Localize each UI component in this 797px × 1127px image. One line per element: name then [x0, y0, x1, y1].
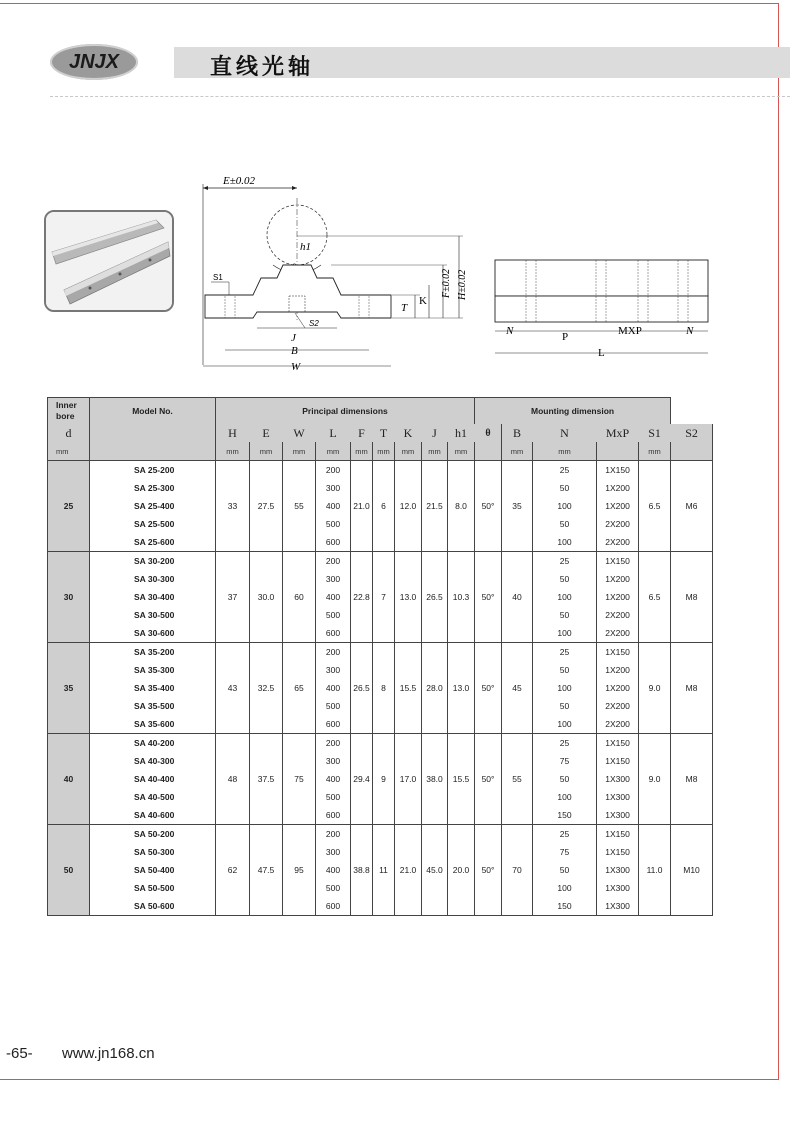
dim-l: 600: [316, 806, 351, 825]
header-model: Model No.: [90, 398, 216, 425]
dim-s1: 9.0: [639, 734, 671, 825]
dim-h1: 10.3: [448, 552, 475, 643]
page-title: 直线光轴: [210, 55, 315, 80]
dim-n: 25: [533, 461, 597, 480]
unit-cell: mm: [422, 442, 448, 461]
dim-f: 22.8: [351, 552, 373, 643]
model-cell: SA 35-400: [90, 679, 216, 697]
model-cell: SA 40-400: [90, 770, 216, 788]
dim-n: 25: [533, 643, 597, 662]
model-cell: SA 30-600: [90, 624, 216, 643]
dim-n: 150: [533, 806, 597, 825]
model-cell: SA 30-500: [90, 606, 216, 624]
model-cell: SA 25-200: [90, 461, 216, 480]
dim-l: 400: [316, 588, 351, 606]
symbol-l: L: [316, 424, 351, 442]
table-row: [48, 643, 713, 662]
dim-theta: 50°: [475, 825, 502, 916]
unit-cell: [597, 442, 639, 461]
dim-s1: 11.0: [639, 825, 671, 916]
label-l: L: [598, 347, 605, 359]
model-cell: SA 25-600: [90, 533, 216, 552]
label-n-right: N: [686, 325, 694, 337]
cross-section-drawing: [195, 170, 475, 375]
dim-l: 200: [316, 643, 351, 662]
dim-mxp: 1X150: [597, 825, 639, 844]
dim-l: 400: [316, 770, 351, 788]
dim-f: 38.8: [351, 825, 373, 916]
label-j: J: [291, 332, 296, 344]
spec-table: [47, 397, 713, 916]
unit-cell: mm: [448, 442, 475, 461]
dim-n: 50: [533, 861, 597, 879]
label-b: B: [291, 345, 298, 357]
dim-h1: 13.0: [448, 643, 475, 734]
dim-t: 11: [373, 825, 395, 916]
dim-e: 37.5: [250, 734, 283, 825]
dim-j: 45.0: [422, 825, 448, 916]
dim-l: 400: [316, 679, 351, 697]
dim-t: 6: [373, 461, 395, 552]
dim-mxp: 1X200: [597, 570, 639, 588]
dim-s2: M6: [671, 461, 713, 552]
dim-k: 21.0: [395, 825, 422, 916]
label-n-left: N: [506, 325, 514, 337]
dim-theta: 50°: [475, 461, 502, 552]
dim-mxp: 2X200: [597, 697, 639, 715]
dim-l: 600: [316, 897, 351, 916]
dim-n: 25: [533, 825, 597, 844]
frame-bottom-line: [0, 1079, 779, 1080]
model-cell: SA 30-400: [90, 588, 216, 606]
dim-mxp: 1X150: [597, 552, 639, 571]
unit-cell: mm: [639, 442, 671, 461]
dim-l: 200: [316, 825, 351, 844]
dim-mxp: 1X150: [597, 734, 639, 753]
dim-b: 70: [502, 825, 533, 916]
unit-cell: [475, 442, 502, 461]
symbol-e: E: [250, 424, 283, 442]
model-cell: SA 40-300: [90, 752, 216, 770]
symbol-f: F: [351, 424, 373, 442]
symbol-t: T: [373, 424, 395, 442]
unit-cell: mm: [533, 442, 597, 461]
dim-mxp: 1X300: [597, 879, 639, 897]
unit-cell: mm: [395, 442, 422, 461]
symbol-s2: S2: [671, 424, 713, 442]
unit-cell: mm: [48, 442, 90, 461]
frame-top-line: [0, 3, 779, 4]
dim-mxp: 2X200: [597, 533, 639, 552]
dim-f: 26.5: [351, 643, 373, 734]
dim-n: 50: [533, 570, 597, 588]
dim-mxp: 1X150: [597, 461, 639, 480]
dim-theta: 50°: [475, 734, 502, 825]
dim-s2: M8: [671, 643, 713, 734]
dim-h: 33: [216, 461, 250, 552]
dim-n: 50: [533, 697, 597, 715]
dim-w: 60: [283, 552, 316, 643]
dim-n: 100: [533, 679, 597, 697]
symbol-b: B: [502, 424, 533, 442]
dim-mxp: 1X300: [597, 897, 639, 916]
dim-s1: 6.5: [639, 461, 671, 552]
symbol-w: W: [283, 424, 316, 442]
dim-n: 50: [533, 479, 597, 497]
dim-mxp: 2X200: [597, 606, 639, 624]
dim-k: 12.0: [395, 461, 422, 552]
dim-n: 25: [533, 734, 597, 753]
dim-f: 21.0: [351, 461, 373, 552]
dim-s1: 6.5: [639, 552, 671, 643]
dim-mxp: 2X200: [597, 624, 639, 643]
dim-mxp: 1X150: [597, 752, 639, 770]
dim-w: 55: [283, 461, 316, 552]
dim-t: 8: [373, 643, 395, 734]
label-t: T: [401, 302, 408, 314]
dim-l: 500: [316, 606, 351, 624]
model-cell: SA 35-500: [90, 697, 216, 715]
frame-right-line: [778, 3, 779, 1079]
dim-n: 75: [533, 752, 597, 770]
dim-k: 17.0: [395, 734, 422, 825]
product-photo: [44, 210, 174, 312]
dim-mxp: 1X200: [597, 497, 639, 515]
dim-n: 75: [533, 843, 597, 861]
dim-l: 300: [316, 479, 351, 497]
model-cell: SA 30-200: [90, 552, 216, 571]
dim-n: 150: [533, 897, 597, 916]
dim-h1: 15.5: [448, 734, 475, 825]
dim-n: 50: [533, 606, 597, 624]
dim-e: 30.0: [250, 552, 283, 643]
dim-n: 25: [533, 552, 597, 571]
header-inner-bore: Inner bore: [48, 398, 90, 425]
bore-cell: 50: [48, 825, 90, 916]
model-cell: SA 40-600: [90, 806, 216, 825]
symbol-theta: θ: [475, 424, 502, 442]
dim-mxp: 1X200: [597, 661, 639, 679]
label-s2: S2: [309, 319, 319, 328]
dim-mxp: 1X300: [597, 806, 639, 825]
dim-l: 600: [316, 533, 351, 552]
dim-k: 15.5: [395, 643, 422, 734]
model-cell: SA 25-500: [90, 515, 216, 533]
dim-h1: 20.0: [448, 825, 475, 916]
label-e-tol: E±0.02: [223, 175, 256, 187]
dim-t: 9: [373, 734, 395, 825]
title-bar: [174, 47, 790, 78]
dim-j: 26.5: [422, 552, 448, 643]
dim-l: 400: [316, 497, 351, 515]
dim-e: 27.5: [250, 461, 283, 552]
dim-l: 300: [316, 752, 351, 770]
unit-cell: mm: [502, 442, 533, 461]
dim-l: 600: [316, 715, 351, 734]
brand-logo: [50, 44, 138, 80]
dim-b: 55: [502, 734, 533, 825]
model-cell: SA 35-200: [90, 643, 216, 662]
dim-s2: M8: [671, 734, 713, 825]
model-cell: SA 25-300: [90, 479, 216, 497]
unit-cell: mm: [373, 442, 395, 461]
dim-mxp: 1X300: [597, 770, 639, 788]
dim-n: 100: [533, 624, 597, 643]
dim-n: 100: [533, 715, 597, 734]
dim-l: 400: [316, 861, 351, 879]
header-divider: [50, 96, 790, 97]
dim-l: 300: [316, 661, 351, 679]
unit-cell: mm: [216, 442, 250, 461]
bore-cell: 25: [48, 461, 90, 552]
header-principal: Principal dimensions: [216, 398, 475, 425]
dim-b: 40: [502, 552, 533, 643]
model-cell: SA 25-400: [90, 497, 216, 515]
side-view-drawing: [490, 255, 715, 360]
unit-cell: mm: [283, 442, 316, 461]
dim-b: 35: [502, 461, 533, 552]
model-cell: SA 50-400: [90, 861, 216, 879]
dim-w: 65: [283, 643, 316, 734]
dim-e: 47.5: [250, 825, 283, 916]
table-row: [48, 461, 713, 480]
dim-mxp: 1X200: [597, 588, 639, 606]
dim-l: 600: [316, 624, 351, 643]
dim-j: 28.0: [422, 643, 448, 734]
dim-f: 29.4: [351, 734, 373, 825]
bore-cell: 35: [48, 643, 90, 734]
dim-l: 500: [316, 515, 351, 533]
bore-cell: 30: [48, 552, 90, 643]
dim-s2: M10: [671, 825, 713, 916]
symbol-d: d: [48, 424, 90, 442]
dim-h: 43: [216, 643, 250, 734]
dim-mxp: 1X150: [597, 843, 639, 861]
dim-mxp: 2X200: [597, 715, 639, 734]
dim-mxp: 1X200: [597, 479, 639, 497]
dim-t: 7: [373, 552, 395, 643]
dim-n: 50: [533, 515, 597, 533]
model-cell: SA 50-200: [90, 825, 216, 844]
label-h-tol: H±0.02: [457, 269, 468, 300]
dim-n: 50: [533, 661, 597, 679]
dim-n: 100: [533, 533, 597, 552]
label-p: P: [562, 331, 569, 343]
model-cell: SA 50-600: [90, 897, 216, 916]
dim-l: 200: [316, 734, 351, 753]
logo-text: JNJX: [68, 50, 120, 73]
dim-l: 200: [316, 461, 351, 480]
header-mounting: Mounting dimension: [475, 398, 671, 425]
model-cell: SA 30-300: [90, 570, 216, 588]
dim-n: 100: [533, 879, 597, 897]
dim-mxp: 2X200: [597, 515, 639, 533]
page-number: -65-: [6, 1045, 33, 1062]
symbol-k: K: [395, 424, 422, 442]
dim-h: 48: [216, 734, 250, 825]
dim-e: 32.5: [250, 643, 283, 734]
label-s1: S1: [213, 273, 223, 282]
dim-n: 100: [533, 788, 597, 806]
website-url: www.jn168.cn: [62, 1045, 155, 1062]
model-cell: SA 35-300: [90, 661, 216, 679]
table-row: [48, 552, 713, 571]
symbol-j: J: [422, 424, 448, 442]
dim-mxp: 1X300: [597, 788, 639, 806]
dim-l: 200: [316, 552, 351, 571]
model-cell: SA 35-600: [90, 715, 216, 734]
model-cell: SA 40-200: [90, 734, 216, 753]
unit-cell: [671, 442, 713, 461]
dim-l: 500: [316, 788, 351, 806]
unit-cell: mm: [250, 442, 283, 461]
dim-w: 75: [283, 734, 316, 825]
symbol-s1: S1: [639, 424, 671, 442]
dim-n: 100: [533, 497, 597, 515]
dim-j: 21.5: [422, 461, 448, 552]
label-f-tol: F±0.02: [441, 268, 452, 298]
dim-k: 13.0: [395, 552, 422, 643]
dim-l: 300: [316, 570, 351, 588]
bore-cell: 40: [48, 734, 90, 825]
dim-n: 100: [533, 588, 597, 606]
label-h1: h1: [300, 241, 311, 253]
dim-w: 95: [283, 825, 316, 916]
table-row: [48, 734, 713, 753]
dim-h1: 8.0: [448, 461, 475, 552]
dim-n: 50: [533, 770, 597, 788]
dim-h: 37: [216, 552, 250, 643]
symbol-mxp: MxP: [597, 424, 639, 442]
dim-l: 500: [316, 697, 351, 715]
model-cell: SA 50-500: [90, 879, 216, 897]
dim-mxp: 1X150: [597, 643, 639, 662]
dim-b: 45: [502, 643, 533, 734]
unit-cell: mm: [351, 442, 373, 461]
dim-j: 38.0: [422, 734, 448, 825]
symbol-h1: h1: [448, 424, 475, 442]
dim-s2: M8: [671, 552, 713, 643]
table-row: [48, 825, 713, 844]
symbol-n: N: [533, 424, 597, 442]
label-k: K: [419, 295, 427, 307]
dim-mxp: 1X300: [597, 861, 639, 879]
label-w: W: [291, 361, 301, 373]
dim-l: 300: [316, 843, 351, 861]
model-cell: SA 50-300: [90, 843, 216, 861]
dim-s1: 9.0: [639, 643, 671, 734]
dim-theta: 50°: [475, 643, 502, 734]
model-cell: SA 40-500: [90, 788, 216, 806]
dim-theta: 50°: [475, 552, 502, 643]
dim-l: 500: [316, 879, 351, 897]
dim-h: 62: [216, 825, 250, 916]
dim-mxp: 1X200: [597, 679, 639, 697]
label-mxp: MXP: [618, 325, 642, 337]
symbol-h: H: [216, 424, 250, 442]
unit-cell: mm: [316, 442, 351, 461]
